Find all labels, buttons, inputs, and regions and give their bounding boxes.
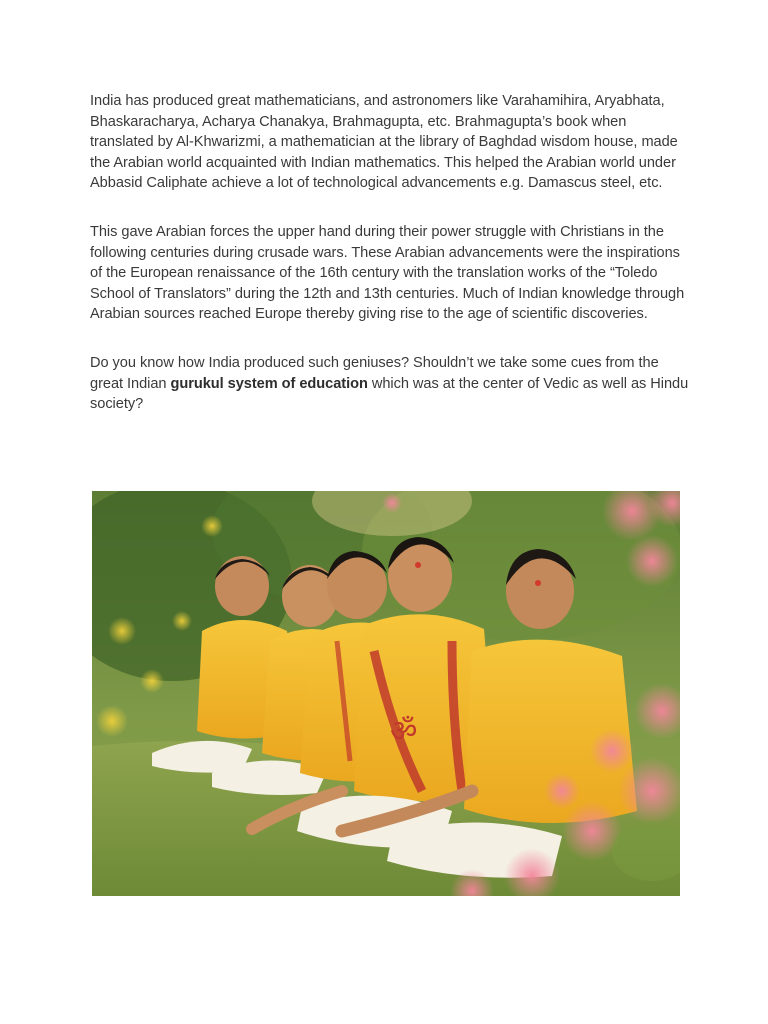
gurukul-emphasis: gurukul system of education — [170, 375, 368, 392]
paragraph-3-intro: Do you know how India produced such geniuses? Shouldn’t we take some cues from the great Indian — [90, 354, 659, 392]
paragraph-3-end: which was at the center of Vedic as well as Hindu society? — [90, 375, 689, 413]
paragraph-3 — [90, 353, 690, 415]
photo-illustration — [92, 491, 680, 896]
paragraph-2: This gave Arabian forces the upper hand during their power struggle with Christians in the following centuries during crusade wars. These Arabian advancements were the inspirations of the European renaissance of the 16th century with the translation works of the “Toledo School of Translators” during the 12th and 13th centuries. Much of Indian knowledge through Arabian sources reached Europe thereby giving rise to the age of scientific discoveries. — [90, 223, 685, 323]
meditating-students-photo — [92, 491, 680, 896]
paragraph-1: India has produced great mathematicians, and astronomers like Varahamihira, Aryabhata, Bhaskaracharya, Acharya Chanakya, Brahmagupta, etc. Brahmagupta’s book when translated by Al-Khwarizmi, a mathematician at the library of Baghdad wisdom house, made the Arabian world acquainted with Indian mathematics. This helped the Arabian world under Abbasid Caliphate achieve a lot of technological advancements e.g. Damascus steel, etc. — [90, 93, 678, 192]
document-body — [90, 91, 690, 415]
om-symbol: ॐ — [390, 714, 418, 749]
